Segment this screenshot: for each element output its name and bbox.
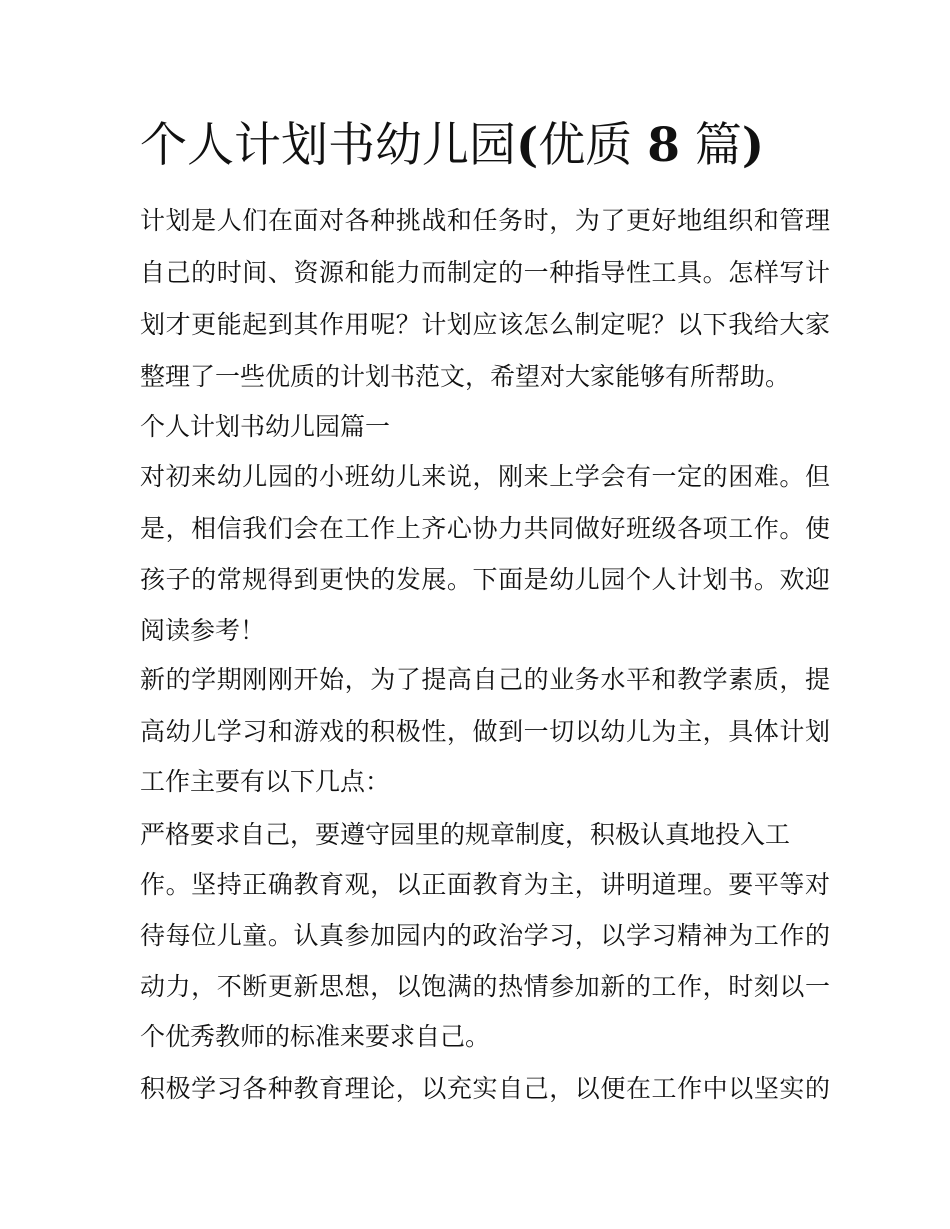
title-number: 8 [647,118,680,173]
paragraph-line: 对初来幼儿园的小班幼儿来说，刚来上学会有一定的困难。但 [140,462,830,491]
paragraph-line: 工作主要有以下几点： [140,767,391,796]
paragraph-line: 高幼儿学习和游戏的积极性，做到一切以幼儿为主，具体计划 [140,717,830,746]
paragraph-line: 孩子的常规得到更快的发展。下面是幼儿园个人计划书。欢迎 [140,565,830,594]
title-pian: 篇 [694,118,742,173]
page-title [140,113,840,179]
paragraph-line: 积极学习各种教育理论，以充实自己，以便在工作中以坚实的 [140,1074,830,1103]
paragraph-line: 新的学期刚刚开始，为了提高自己的业务水平和教学素质，提 [140,665,830,694]
intro-line: 整理了一些优质的计划书范文，希望对大家能够有所帮助。 [140,362,791,391]
paragraph-line: 待每位儿童。认真参加园内的政治学习，以学习精神为工作的 [140,921,830,950]
title-main: 个人计划书幼儿园 [140,118,516,173]
paragraph-line: 动力，不断更新思想，以饱满的热情参加新的工作，时刻以一 [140,972,830,1001]
intro-line: 计划是人们在面对各种挑战和任务时，为了更好地组织和管理 [140,206,830,235]
intro-line: 划才更能起到其作用呢？计划应该怎么制定呢？以下我给大家 [140,310,830,339]
section-heading: 个人计划书幼儿园篇一 [140,412,391,441]
paragraph-line: 严格要求自己，要遵守园里的规章制度，积极认真地投入工 [140,820,791,849]
paragraph-line: 是，相信我们会在工作上齐心协力共同做好班级各项工作。使 [140,514,830,543]
paragraph-line: 作。坚持正确教育观，以正面教育为主，讲明道理。要平等对 [140,870,830,899]
title-paren-open: ( [516,118,539,173]
intro-line: 自己的时间、资源和能力而制定的一种指导性工具。怎样写计 [140,258,830,287]
paragraph-line: 阅读参考！ [140,616,266,645]
title-paren-close: ) [741,118,765,173]
title-quality: 优质 [538,118,633,173]
paragraph-line: 个优秀教师的标准来要求自己。 [140,1022,491,1051]
